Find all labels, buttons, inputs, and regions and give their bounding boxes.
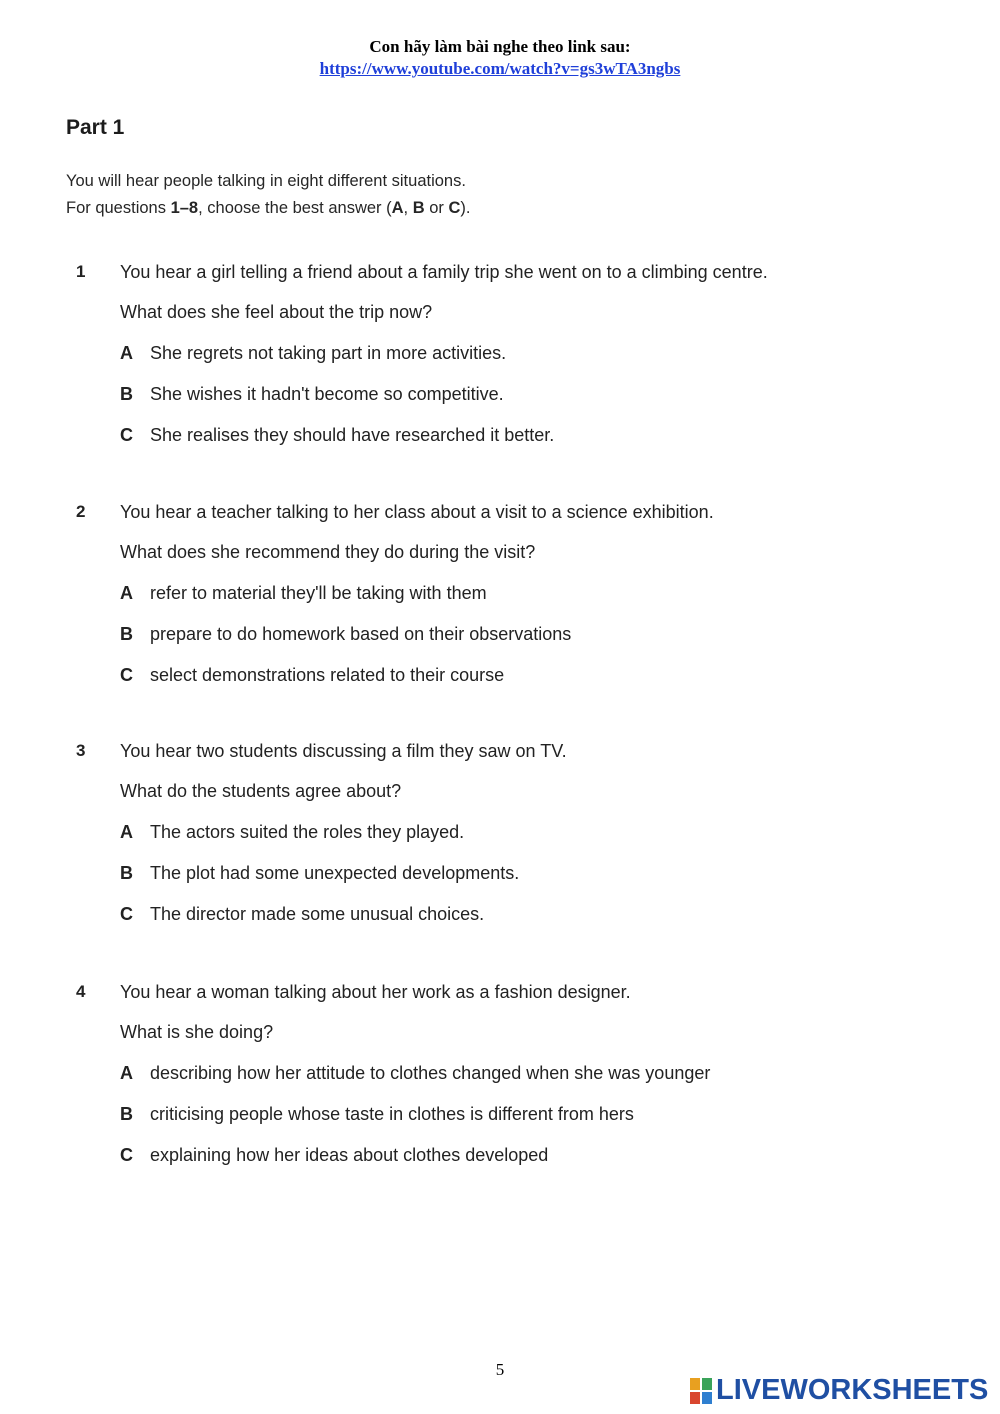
option-text: describing how her attitude to clothes changed when she was younger <box>150 1063 711 1083</box>
option-text: explaining how her ideas about clothes developed <box>150 1145 549 1165</box>
header <box>0 36 1000 80</box>
intro-line-1: You will hear people talking in eight different situations. <box>66 172 466 190</box>
page-number: 5 <box>495 1360 505 1379</box>
option-letter: C <box>120 1145 133 1165</box>
option-letter: C <box>120 904 133 924</box>
option-a[interactable] <box>120 1063 710 1084</box>
option-letter: B <box>120 384 133 404</box>
option-text: The plot had some unexpected developments. <box>150 863 520 883</box>
option-text: criticising people whose taste in clothes is different from hers <box>150 1104 634 1124</box>
question-number: 2 <box>76 502 86 521</box>
option-letter: A <box>120 583 133 603</box>
intro-letter-a: A <box>391 199 404 217</box>
option-c[interactable] <box>120 1145 548 1166</box>
option-b[interactable] <box>120 863 519 884</box>
question-prompt: What do the students agree about? <box>120 781 402 801</box>
option-b[interactable] <box>120 624 571 645</box>
option-a[interactable] <box>120 583 487 604</box>
question-context: You hear a girl telling a friend about a family trip she went on to a climbing centre. <box>120 262 768 282</box>
question-context: You hear two students discussing a film they saw on TV. <box>120 741 567 761</box>
option-letter: B <box>120 624 133 644</box>
option-text: The director made some unusual choices. <box>150 904 485 924</box>
intro-text: or <box>424 199 449 217</box>
option-letter: B <box>120 1104 133 1124</box>
question-context: You hear a teacher talking to her class about a visit to a science exhibition. <box>120 502 714 522</box>
intro-range: 1–8 <box>170 199 199 217</box>
intro-letter-b: B <box>412 199 425 217</box>
intro-line-2 <box>66 195 471 222</box>
option-text: The actors suited the roles they played. <box>150 822 465 842</box>
option-letter: A <box>120 343 133 363</box>
intro-text: For questions <box>66 199 171 217</box>
option-c[interactable] <box>120 904 484 925</box>
option-letter: A <box>120 1063 133 1083</box>
option-text: She wishes it hadn't become so competitive. <box>150 384 504 404</box>
option-letter: C <box>120 665 133 685</box>
question-context: You hear a woman talking about her work as a fashion designer. <box>120 982 631 1002</box>
option-text: She regrets not taking part in more activities. <box>150 343 507 363</box>
youtube-link[interactable]: https://www.youtube.com/watch?v=gs3wTA3ngbs <box>319 59 681 78</box>
option-c[interactable] <box>120 665 504 686</box>
option-text: She realises they should have researched it better. <box>150 425 555 445</box>
intro-text: , choose the best answer ( <box>198 199 392 217</box>
option-b[interactable] <box>120 384 504 405</box>
option-a[interactable] <box>120 822 464 843</box>
part-intro <box>66 168 471 222</box>
brand-name: LIVEWORKSHEETS <box>716 1374 989 1406</box>
part-title: Part 1 <box>66 116 125 139</box>
option-letter: A <box>120 822 133 842</box>
question-number: 3 <box>76 741 86 760</box>
option-b[interactable] <box>120 1104 634 1125</box>
option-a[interactable] <box>120 343 506 364</box>
liveworksheets-brand[interactable] <box>690 1374 988 1407</box>
intro-text: ). <box>460 199 471 217</box>
question-prompt: What is she doing? <box>120 1022 274 1042</box>
instruction-line: Con hãy làm bài nghe theo link sau: <box>369 37 631 56</box>
question-number: 1 <box>76 262 86 281</box>
option-text: refer to material they'll be taking with them <box>150 583 487 603</box>
question-number: 4 <box>76 982 86 1001</box>
intro-text: , <box>403 199 413 217</box>
question-prompt: What does she recommend they do during the visit? <box>120 542 536 562</box>
option-letter: B <box>120 863 133 883</box>
option-c[interactable] <box>120 425 554 446</box>
option-letter: C <box>120 425 133 445</box>
question-prompt: What does she feel about the trip now? <box>120 302 433 322</box>
liveworksheets-logo-icon <box>690 1378 712 1404</box>
intro-letter-c: C <box>448 199 461 217</box>
option-text: select demonstrations related to their course <box>150 665 505 685</box>
option-text: prepare to do homework based on their observations <box>150 624 572 644</box>
